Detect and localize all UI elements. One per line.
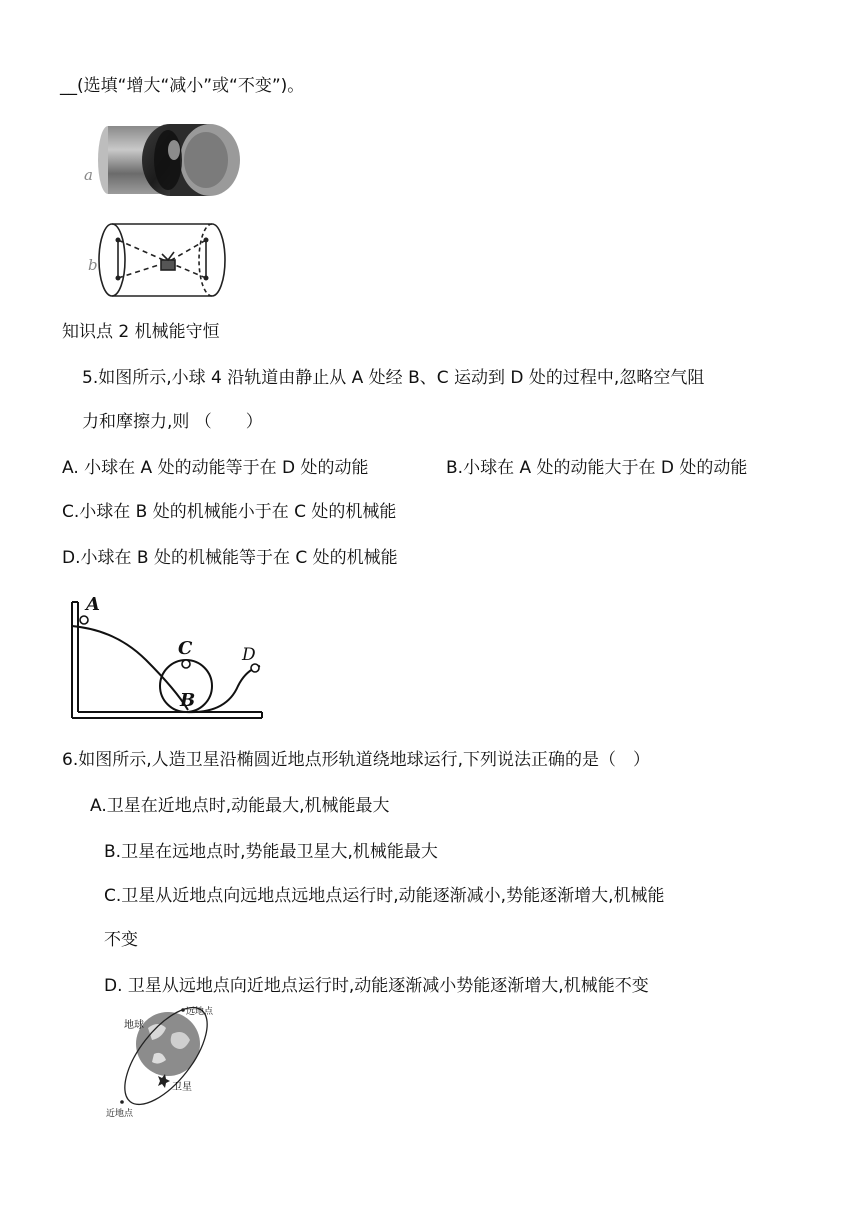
point-c-label: C [178,638,193,659]
spring-end [116,238,121,243]
q5-option-c: C.小球在 B 处的机械能小于在 C 处的机械能 [62,502,397,522]
q5-option-d: D.小球在 B 处的机械能等于在 C 处的机械能 [62,548,398,568]
spring-end [204,238,209,243]
can-diagram [99,224,225,296]
q6-option-c-line-1: C.卫星从近地点向远地点远地点运行时,动能逐渐减小,势能逐渐增大,机械能 [104,886,665,906]
q5-stem-line-1: 5.如图所示,小球 4 沿轨道由静止从 A 处经 B、C 运动到 D 处的过程中,忽略空气阻 [82,368,705,388]
q6-option-d: D. 卫星从远地点向近地点运行时,动能逐渐减小势能逐渐增大,机械能不变 [104,976,649,996]
far-point-label: 远地点 [186,1007,214,1017]
satellite-label: 卫星 [172,1082,192,1093]
section-title: 知识点 2 机械能守恒 [62,322,220,342]
ball-c [182,660,190,668]
ball-a [80,616,88,624]
q6-stem: 6.如图所示,人造卫星沿椭圆近地点形轨道绕地球运行,下列说法正确的是（ ） [62,750,651,770]
q6-option-c-line-2: 不变 [104,930,138,950]
ball-d [251,664,259,672]
q5-option-a: A. 小球在 A 处的动能等于在 D 处的动能 [62,458,369,478]
track-figure [66,590,270,726]
can-figure [78,110,248,310]
label-b: b [88,256,98,274]
earth-label: 地球 [124,1020,144,1031]
q6-option-a: A.卫星在近地点时,动能最大,机械能最大 [90,796,390,816]
point-d-label: D [242,645,256,665]
satellite-icon [158,1074,170,1088]
spring-end [116,276,121,281]
q5-stem-line-2: 力和摩擦力,则 （ ） [82,412,263,432]
point-a-label: A [86,594,100,615]
intro-line: __(选填“增大“减小”或“不变”)。 [60,76,305,96]
point-b-label: B [180,690,196,711]
orbit-figure [104,1004,234,1122]
near-point-label: 近地点 [106,1109,134,1119]
label-a: a [84,166,93,184]
far-point-marker [181,1008,185,1012]
near-point-marker [120,1100,124,1104]
can-photo [98,124,240,196]
q5-option-b: B.小球在 A 处的动能大于在 D 处的动能 [446,458,748,478]
spring-end [204,276,209,281]
q6-option-b: B.卫星在远地点时,势能最卫星大,机械能最大 [104,842,438,862]
